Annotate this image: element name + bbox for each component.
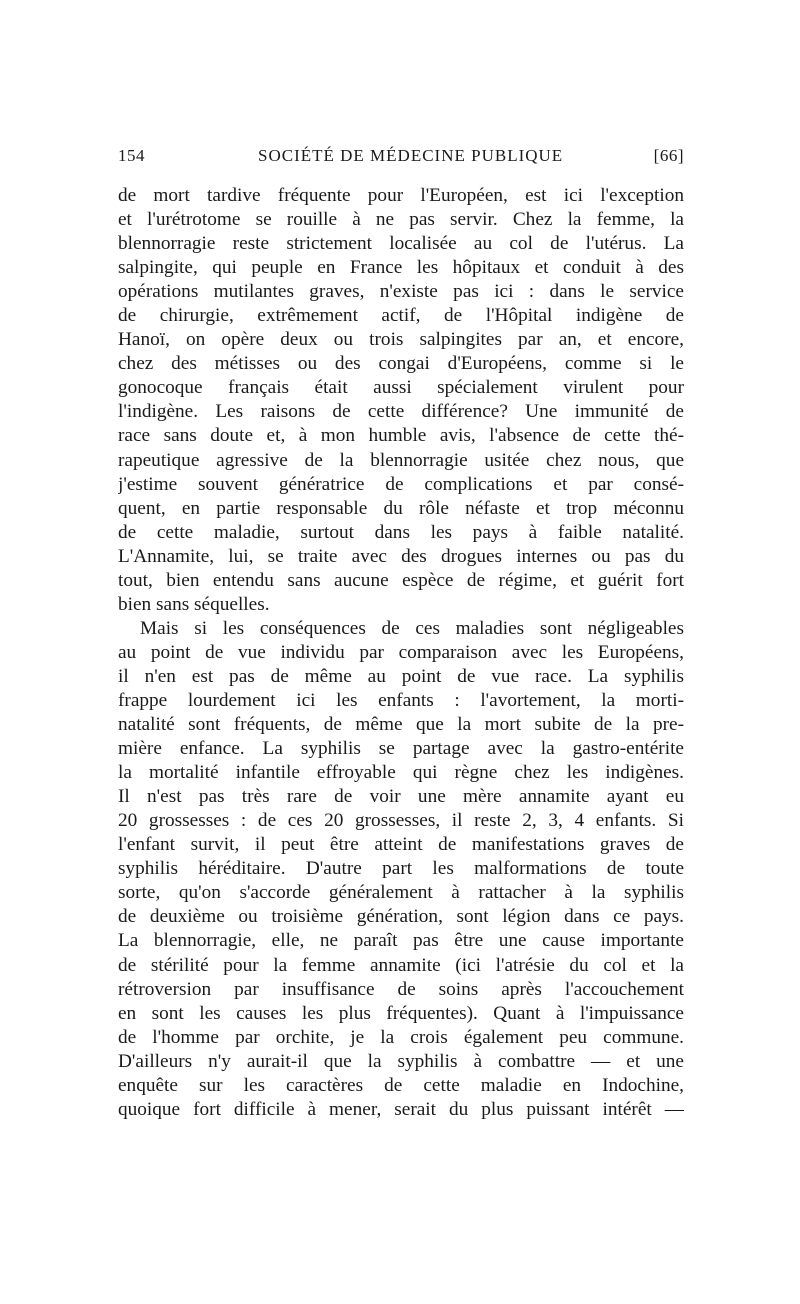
text-line: et l'urétrotome se rouille à ne pas servir. Chez la femme, la (118, 209, 684, 231)
text-line: natalité sont fréquents, de même que la mort subite de la pre- (118, 714, 684, 736)
text-line: quent, en partie responsable du rôle néfaste et trop méconnu (118, 497, 684, 519)
text-line: l'enfant survit, il peut être atteint de manifestations graves de (118, 834, 684, 856)
text-line: race sans doute et, à mon humble avis, l'absence de cette thé- (118, 425, 684, 447)
page-number: 154 (118, 146, 145, 165)
text-line: rétroversion par insuffisance de soins après l'accouchement (118, 978, 684, 1000)
text-line: il n'en est pas de même au point de vue race. La syphilis (118, 665, 684, 687)
text-line: D'ailleurs n'y aurait-il que la syphilis à combattre — et une (118, 1050, 684, 1072)
text-line: de stérilité pour la femme annamite (ici l'atrésie du col et la (118, 954, 684, 976)
text-line: La blennorragie, elle, ne paraît pas être une cause importante (118, 930, 684, 952)
text-line: L'Annamite, lui, se traite avec des drogues internes ou pas du (118, 545, 684, 567)
text-line: Il n'est pas très rare de voir une mère annamite ayant eu (118, 786, 684, 808)
text-line: gonocoque français était aussi spécialement virulent pour (118, 377, 684, 399)
text-line: la mortalité infantile effroyable qui règne chez les indigènes. (118, 762, 684, 784)
text-line: bien sans séquelles. (118, 593, 270, 615)
text-line: chez des métisses ou des congai d'Européens, comme si le (118, 353, 684, 375)
text-line: salpingite, qui peuple en France les hôpitaux et conduit à des (118, 257, 684, 279)
text-line: de cette maladie, surtout dans les pays à faible natalité. (118, 521, 684, 543)
text-line: Hanoï, on opère deux ou trois salpingites par an, et encore, (118, 329, 684, 351)
text-line: en sont les causes les plus fréquentes). Quant à l'impuissance (118, 1002, 684, 1024)
text-line: opérations mutilantes graves, n'existe pas ici : dans le service (118, 281, 684, 303)
text-line: syphilis héréditaire. D'autre part les malformations de toute (118, 858, 684, 880)
text-line: enquête sur les caractères de cette maladie en Indochine, (118, 1074, 684, 1096)
body-text (118, 184, 684, 1122)
text-line: quoique fort difficile à mener, serait du plus puissant intérêt — (118, 1098, 684, 1120)
running-title: SOCIÉTÉ DE MÉDECINE PUBLIQUE (258, 146, 564, 165)
text-line: frappe lourdement ici les enfants : l'avortement, la morti- (118, 689, 684, 711)
text-line: mière enfance. La syphilis se partage avec la gastro-entérite (118, 738, 684, 760)
text-line: l'indigène. Les raisons de cette différence? Une immunité de (118, 401, 684, 423)
text-line: blennorragie reste strictement localisée au col de l'utérus. La (118, 233, 684, 255)
text-line: de chirurgie, extrêmement actif, de l'Hôpital indigène de (118, 305, 684, 327)
text-line: j'estime souvent génératrice de complications et par consé- (118, 473, 684, 495)
text-line: de l'homme par orchite, je la crois également peu commune. (118, 1026, 684, 1048)
text-line: de deuxième ou troisième génération, sont légion dans ce pays. (118, 906, 684, 928)
text-line: de mort tardive fréquente pour l'Européen, est ici l'exception (118, 185, 684, 206)
text-line: rapeutique agressive de la blennorragie usitée chez nous, que (118, 449, 684, 471)
text-line: au point de vue individu par comparaison avec les Européens, (118, 641, 684, 663)
text-line: sorte, qu'on s'accorde généralement à rattacher à la syphilis (118, 882, 684, 904)
text-line: tout, bien entendu sans aucune espèce de régime, et guérit fort (118, 569, 684, 591)
running-header (118, 146, 684, 172)
text-line: Mais si les conséquences de ces maladies sont négligeables (140, 617, 684, 639)
text-line: 20 grossesses : de ces 20 grossesses, il reste 2, 3, 4 enfants. Si (118, 810, 684, 832)
page-reference: [66] (653, 146, 684, 165)
